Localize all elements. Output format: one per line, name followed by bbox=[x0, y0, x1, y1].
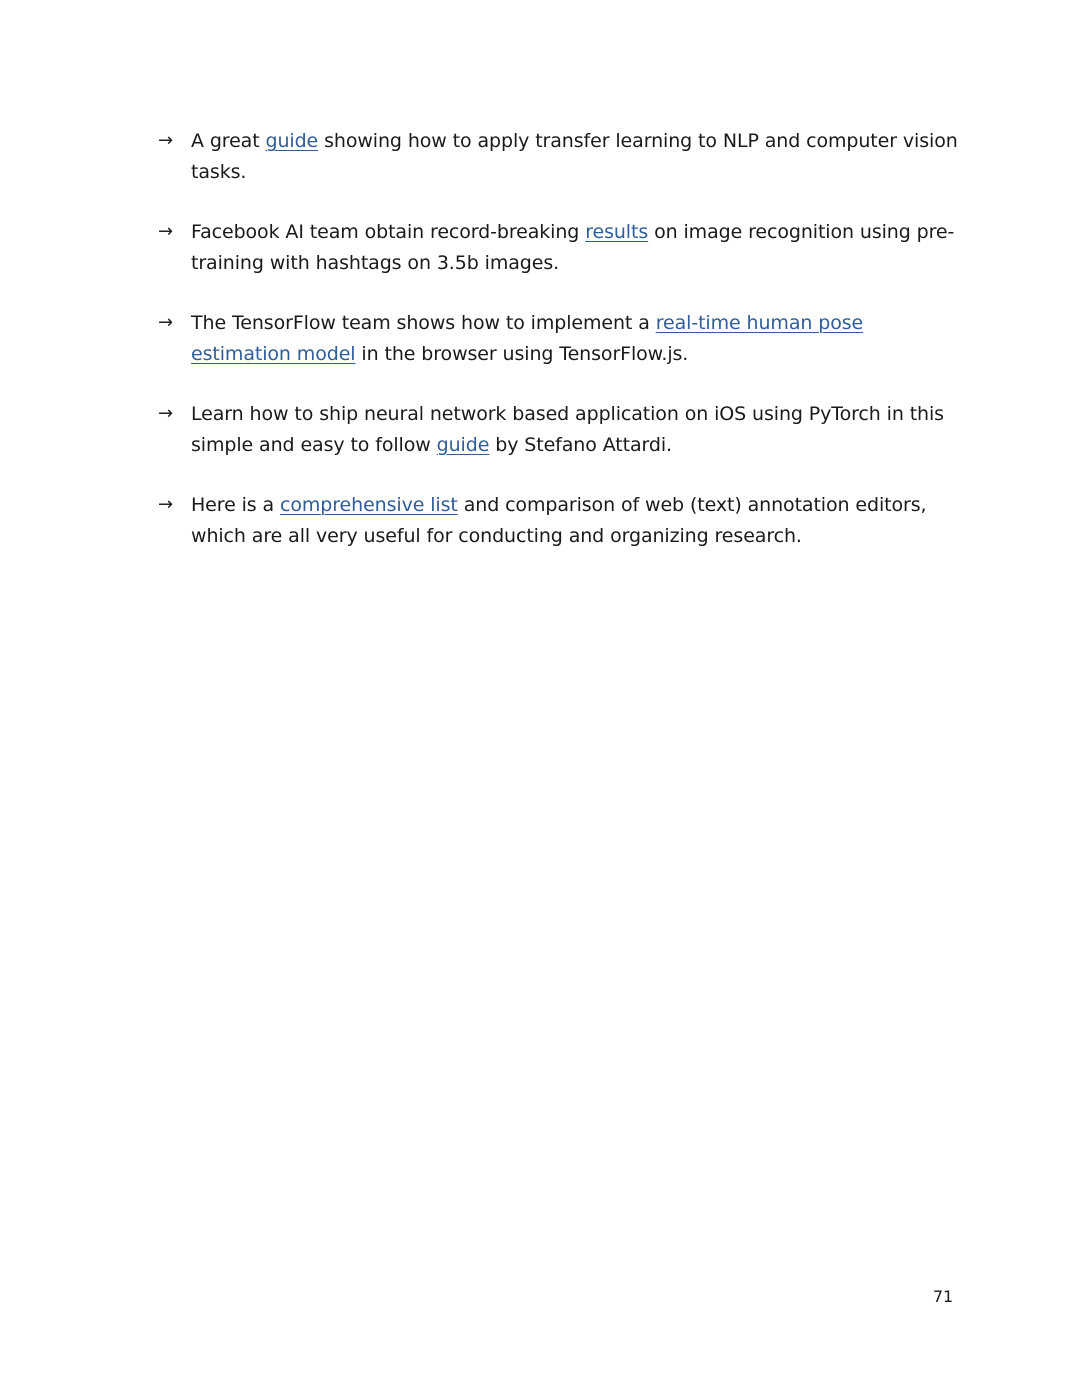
bullet-text-before: Learn how to ship neural network based application on iOS using PyTorch in this simple and easy to follow bbox=[191, 403, 944, 456]
ios-guide-link[interactable]: guide bbox=[436, 433, 490, 456]
arrow-right-icon: → bbox=[158, 403, 173, 424]
bullet-text-before: The TensorFlow team shows how to implement a bbox=[191, 312, 656, 334]
pose-estimation-model-link[interactable]: real-time human pose estimation model bbox=[191, 312, 864, 365]
arrow-right-icon: → bbox=[158, 221, 173, 242]
bullet-item-transfer-learning-guide bbox=[158, 126, 958, 187]
arrow-right-icon: → bbox=[158, 494, 173, 515]
bullet-text-before: A great bbox=[191, 130, 266, 152]
bullet-item-pytorch-ios-guide bbox=[158, 399, 958, 460]
bullet-item-annotation-editors bbox=[158, 490, 958, 551]
guide-link[interactable]: guide bbox=[265, 130, 319, 152]
bullet-text-after: in the browser using TensorFlow.js. bbox=[355, 342, 689, 365]
arrow-right-icon: → bbox=[158, 312, 173, 333]
bullet-text-before: Facebook AI team obtain record-breaking bbox=[191, 221, 586, 243]
bullet-text-after: on image recognition using pre-training with hashtags on 3.5b images. bbox=[191, 221, 955, 274]
bullet-text-after: by Stefano Attardi. bbox=[489, 433, 672, 456]
results-link[interactable]: results bbox=[585, 221, 649, 243]
page-number: 71 bbox=[932, 1287, 954, 1306]
bullet-item-facebook-results bbox=[158, 217, 958, 278]
comprehensive-list-link[interactable]: comprehensive list bbox=[280, 494, 458, 516]
bullet-text-after: and comparison of web (text) annotation editors, which are all very useful for conducting and organizing research. bbox=[191, 494, 927, 547]
bullet-text-after: showing how to apply transfer learning to NLP and computer vision tasks. bbox=[191, 130, 958, 183]
bullet-item-tensorflow-pose bbox=[158, 308, 958, 369]
bullet-text-before: Here is a bbox=[191, 494, 280, 516]
resource-bullet-list bbox=[158, 126, 958, 581]
arrow-right-icon: → bbox=[158, 130, 173, 151]
